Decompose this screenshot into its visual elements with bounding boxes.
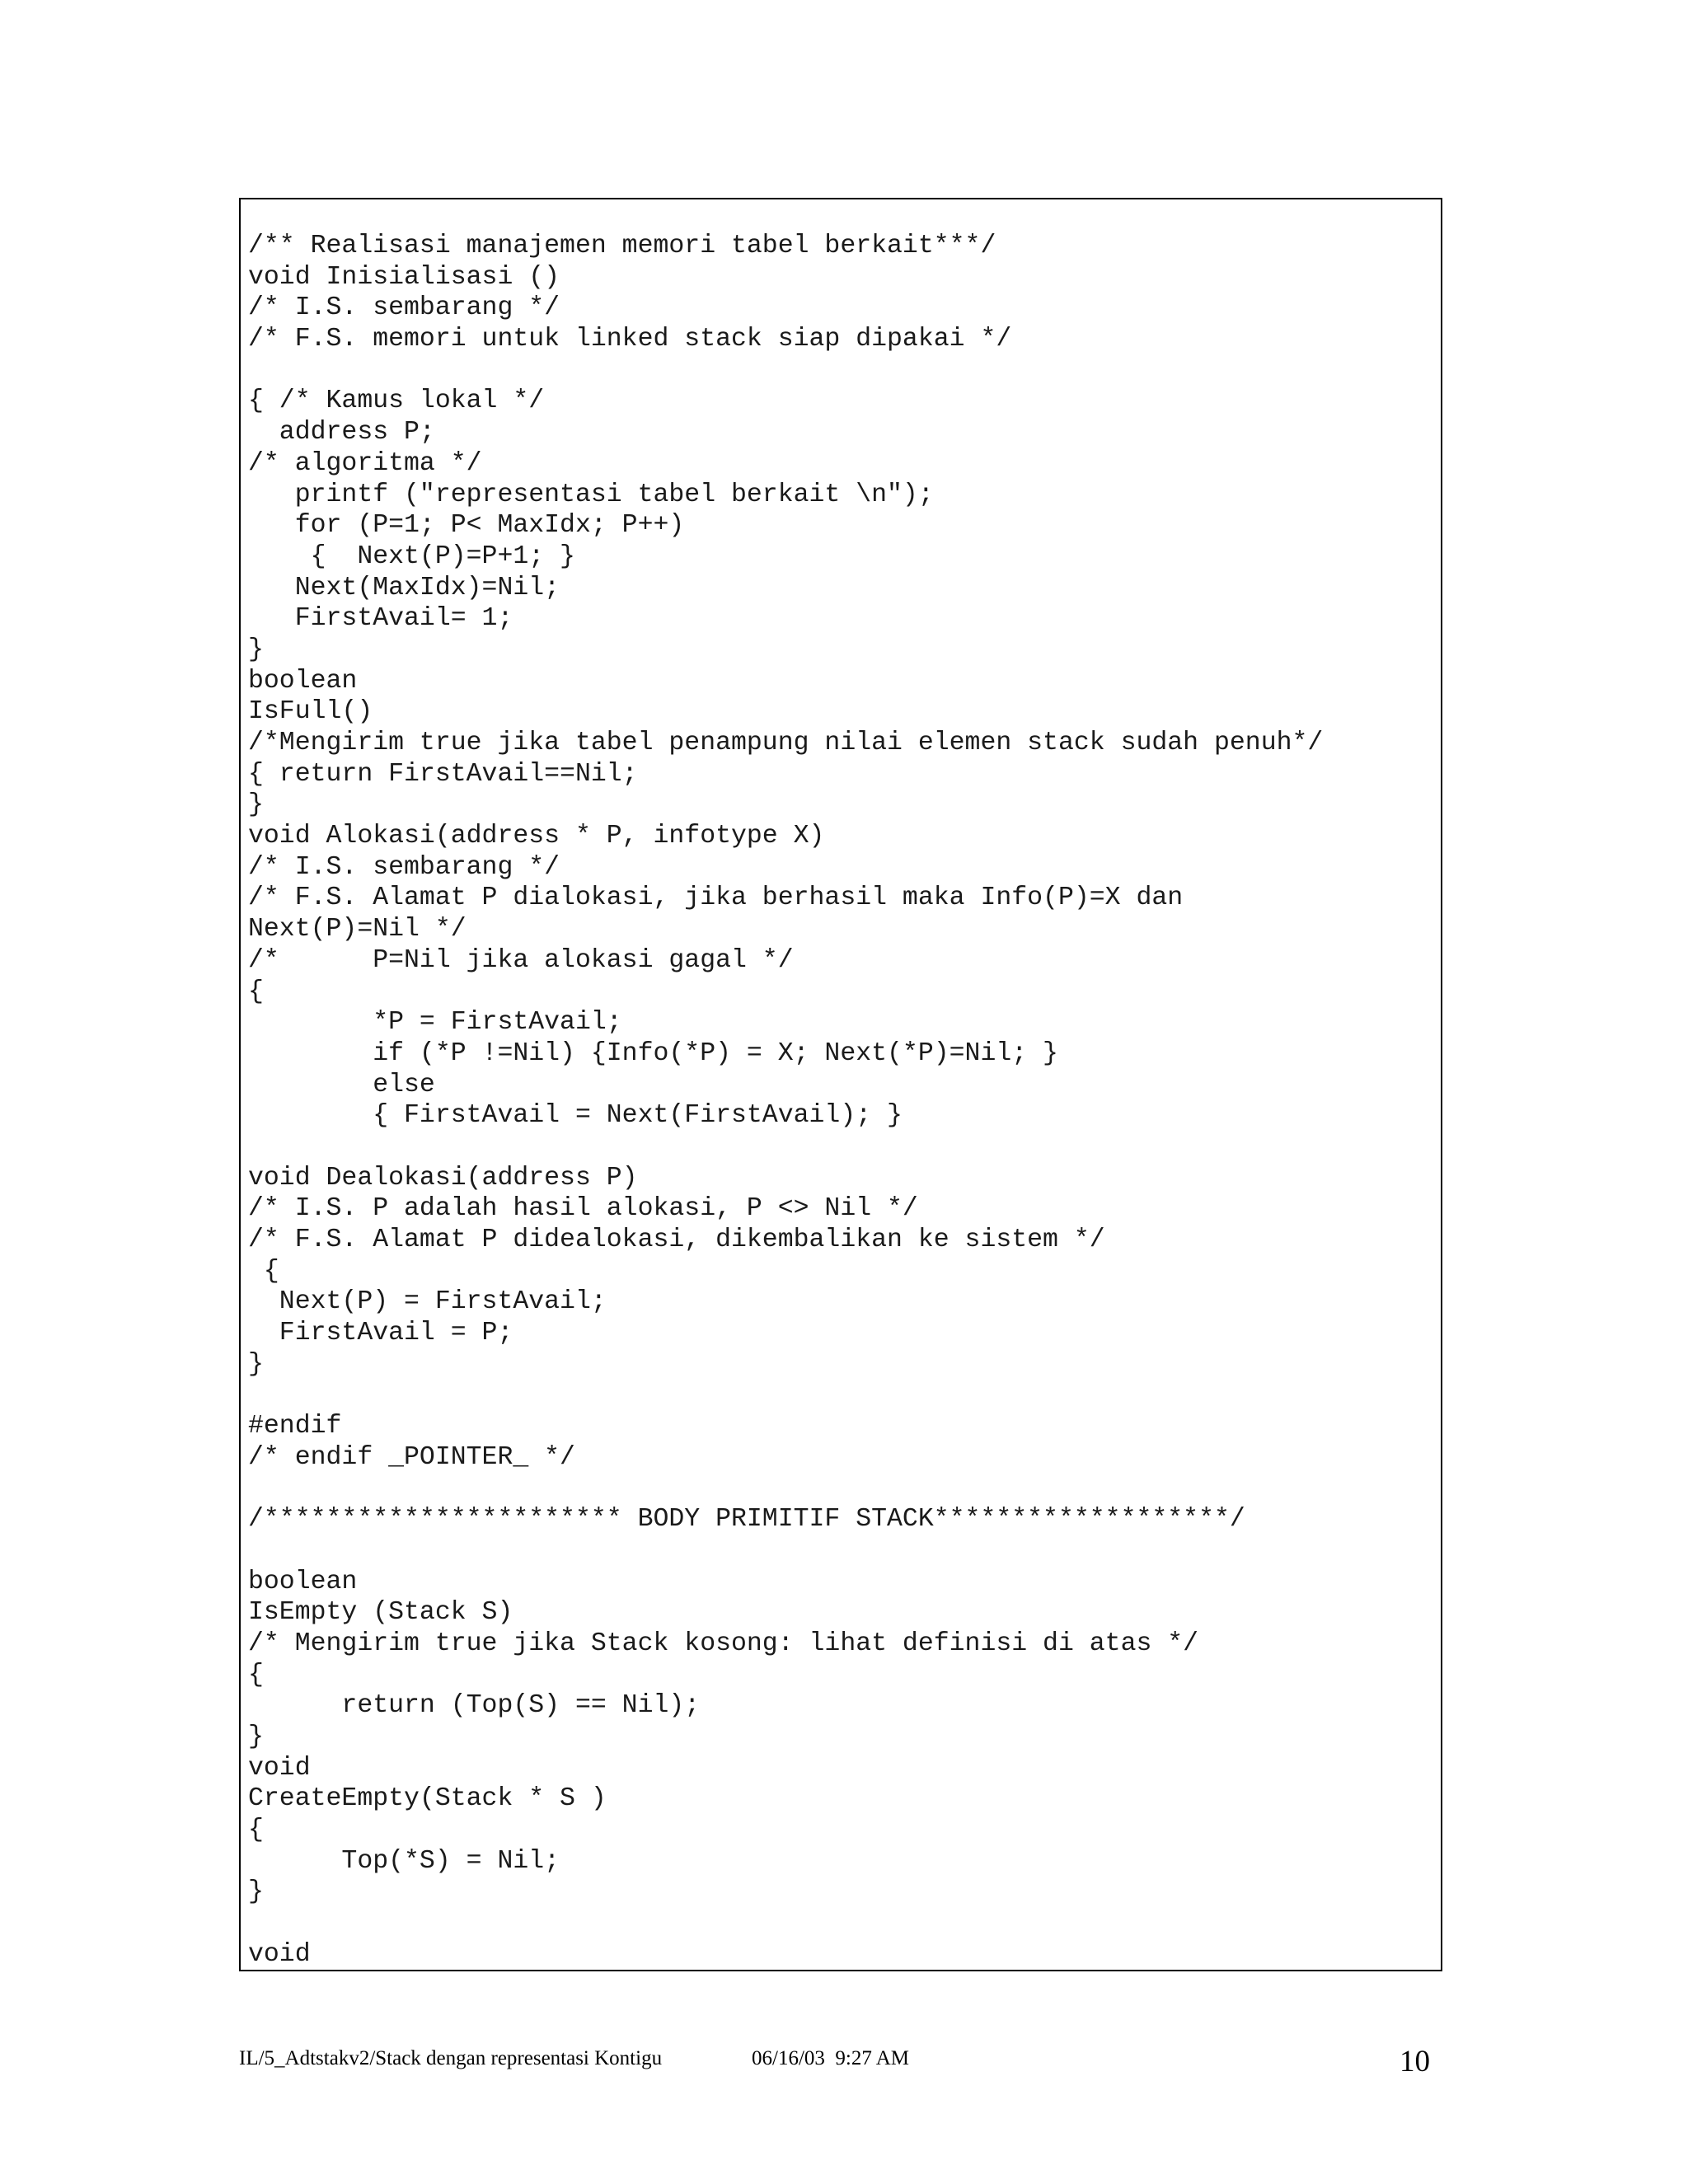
code-line <box>248 355 1323 387</box>
code-line: Next(P) = FirstAvail; <box>248 1287 607 1317</box>
code-line: /* F.S. Alamat P dialokasi, jika berhasil maka Info(P)=X dan <box>248 883 1184 913</box>
code-line: CreateEmpty(Stack * S ) <box>248 1784 607 1814</box>
code-line <box>248 1132 1323 1163</box>
code-line: } <box>248 1722 264 1751</box>
code-line: void <box>248 1939 311 1969</box>
code-line: else <box>248 1070 435 1099</box>
code-line: Next(MaxIdx)=Nil; <box>248 573 560 602</box>
code-line: void Alokasi(address * P, infotype X) <box>248 822 825 851</box>
code-line: /* I.S. sembarang */ <box>248 293 560 323</box>
code-line: { Next(P)=P+1; } <box>248 541 575 571</box>
code-line <box>248 1474 1323 1505</box>
code-line: } <box>248 790 264 820</box>
code-line: FirstAvail = P; <box>248 1319 513 1348</box>
code-line: } <box>248 635 264 664</box>
page-number: 10 <box>1400 2045 1430 2079</box>
code-line: { <box>248 977 264 1006</box>
code-line: boolean <box>248 1567 358 1596</box>
code-line: { FirstAvail = Next(FirstAvail); } <box>248 1101 903 1131</box>
code-line <box>248 1535 1323 1567</box>
code-line: return (Top(S) == Nil); <box>248 1691 701 1721</box>
code-line <box>248 1908 1323 1939</box>
code-line: { /* Kamus lokal */ <box>248 387 545 416</box>
code-line <box>248 1380 1323 1411</box>
code-line: /* P=Nil jika alokasi gagal */ <box>248 945 794 975</box>
code-line: printf ("representasi tabel berkait \n"); <box>248 480 934 509</box>
code-line: /* F.S. memori untuk linked stack siap dipakai */ <box>248 325 1012 354</box>
code-line: for (P=1; P< MaxIdx; P++) <box>248 511 685 541</box>
code-line: boolean <box>248 666 358 696</box>
code-line: { <box>248 1816 264 1845</box>
code-line: { <box>248 1256 279 1286</box>
code-line: /* Mengirim true jika Stack kosong: lihat definisi di atas */ <box>248 1629 1199 1658</box>
code-line: void <box>248 1753 311 1783</box>
code-line: /* I.S. sembarang */ <box>248 852 560 882</box>
code-line: if (*P !=Nil) {Info(*P) = X; Next(*P)=Nil; } <box>248 1038 1058 1068</box>
code-line: } <box>248 1877 264 1907</box>
code-listing <box>248 231 1323 1971</box>
footer-timestamp: 06/16/03 9:27 AM <box>752 2047 909 2069</box>
code-line: /*Mengirim true jika tabel penampung nilai elemen stack sudah penuh*/ <box>248 729 1324 757</box>
code-listing-box <box>239 198 1442 1971</box>
code-line: IsEmpty (Stack S) <box>248 1598 513 1628</box>
code-line: *P = FirstAvail; <box>248 1008 622 1038</box>
code-line: { return FirstAvail==Nil; <box>248 759 638 789</box>
code-line: void Inisialisasi () <box>248 262 560 292</box>
code-line: void Dealokasi(address P) <box>248 1163 638 1193</box>
code-line: FirstAvail= 1; <box>248 604 513 634</box>
code-line: /*********************** BODY PRIMITIF STACK*******************/ <box>248 1505 1245 1535</box>
code-line: #endif <box>248 1412 342 1441</box>
footer-document-path: IL/5_Adtstakv2/Stack dengan representasi Kontigu <box>239 2047 663 2069</box>
code-line: /* endif _POINTER_ */ <box>248 1442 575 1472</box>
code-line: { <box>248 1660 264 1690</box>
code-line: /* algoritma */ <box>248 448 482 478</box>
code-line: Top(*S) = Nil; <box>248 1846 560 1876</box>
code-line: IsFull() <box>248 697 373 727</box>
code-line: /** Realisasi manajemen memori tabel berkait***/ <box>248 232 996 260</box>
code-line: } <box>248 1349 264 1379</box>
code-line: /* F.S. Alamat P didealokasi, dikembalikan ke sistem */ <box>248 1226 1105 1254</box>
code-line: address P; <box>248 418 435 448</box>
code-line: /* I.S. P adalah hasil alokasi, P <> Nil */ <box>248 1194 918 1224</box>
code-line: Next(P)=Nil */ <box>248 915 467 944</box>
